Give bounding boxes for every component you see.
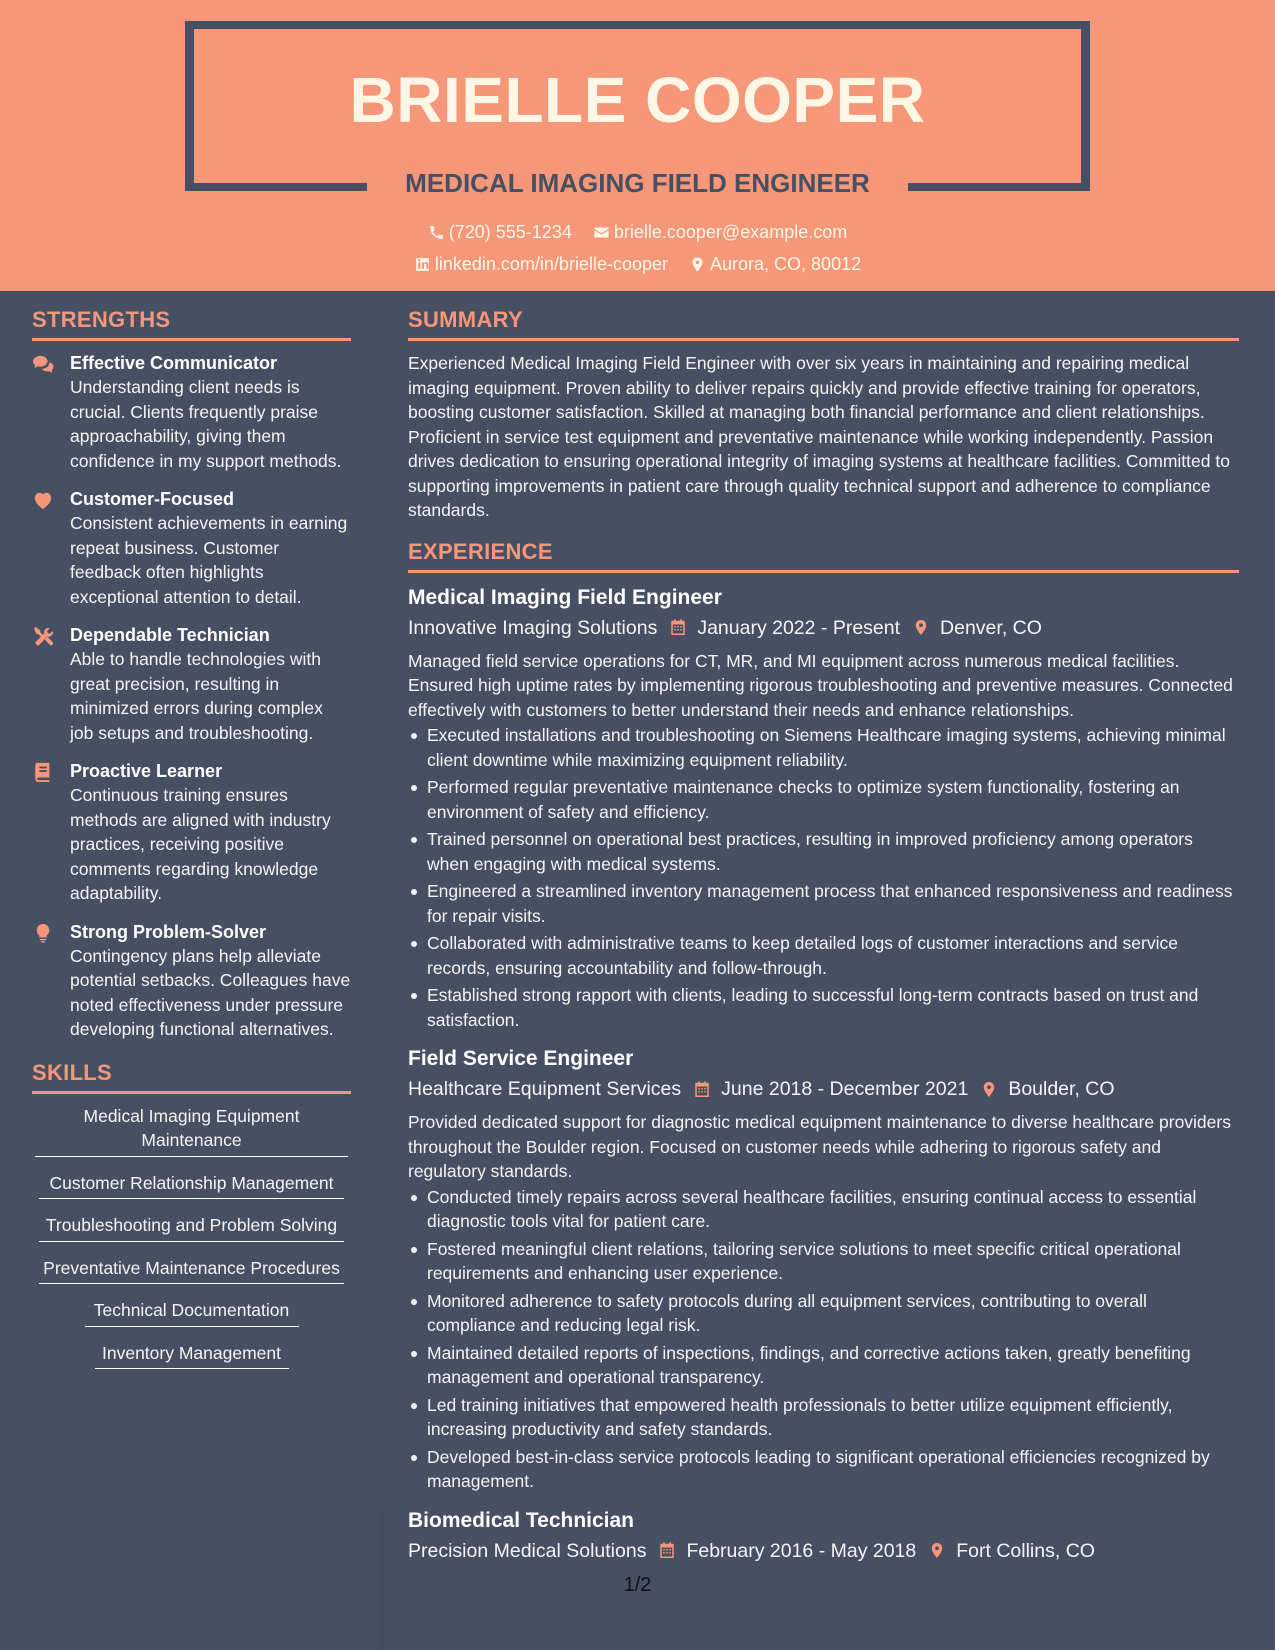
envelope-icon <box>593 224 610 241</box>
phone-text: (720) 555-1234 <box>448 222 572 242</box>
job-location: Fort Collins, CO <box>956 1539 1095 1562</box>
strength-item <box>32 623 351 745</box>
candidate-title: MEDICAL IMAGING FIELD ENGINEER <box>405 168 870 198</box>
job-entry <box>408 1506 1239 1566</box>
skills-heading: SKILLS <box>32 1056 351 1094</box>
contact-row-2 <box>0 252 1275 279</box>
skills-list <box>32 1104 351 1370</box>
map-marker-icon <box>689 256 706 273</box>
strength-item <box>32 351 351 473</box>
contact-linkedin[interactable] <box>414 252 668 276</box>
email-text: brielle.cooper@example.com <box>613 222 848 242</box>
job-bullet: Conducted timely repairs across several healthcare facilities, ensuring continual access to essential diagnostic tools vital for patient care. <box>408 1185 1239 1234</box>
job-description: Managed field service operations for CT, MR, and MI equipment across numerous medical facilities. Ensured high uptime rates by implementing rigorous troubleshooting and preventive measures. Connected effectively with customers to better understand their needs and enhance relationships. <box>408 650 1233 720</box>
job-company: Precision Medical Solutions <box>408 1539 647 1562</box>
linkedin-text: linkedin.com/in/brielle-cooper <box>434 254 668 274</box>
skill-item: Troubleshooting and Problem Solving <box>39 1213 344 1242</box>
strength-title: Strong Problem-Solver <box>70 921 267 942</box>
strength-item <box>32 759 351 906</box>
job-location: Denver, CO <box>940 616 1042 639</box>
comments-icon <box>32 354 54 374</box>
page-number: 1/2 <box>623 1574 652 1596</box>
job-dates: January 2022 - Present <box>697 616 901 639</box>
resume-header <box>0 0 1275 291</box>
skill-item: Inventory Management <box>95 1341 289 1370</box>
job-bullets <box>408 723 1239 1032</box>
book-icon <box>32 762 54 782</box>
job-entry <box>408 1044 1239 1494</box>
strength-title: Dependable Technician <box>70 625 270 645</box>
strength-desc: Consistent achievements in earning repeat business. Customer feedback often highlights exceptional attention to detail. <box>70 513 348 607</box>
job-role: Medical Imaging Field Engineer <box>408 585 722 609</box>
job-company: Innovative Imaging Solutions <box>408 616 658 639</box>
header-frame-top <box>185 21 1090 29</box>
job-description: Provided dedicated support for diagnostic medical equipment maintenance to diverse healthcare providers throughout the Boulder region. Focused on customer needs while adhering to rigorous safety and regulatory standards. <box>408 1112 1231 1181</box>
skill-item: Customer Relationship Management <box>39 1171 344 1200</box>
job-dates: June 2018 - December 2021 <box>721 1078 969 1100</box>
calendar-icon <box>658 1541 676 1560</box>
job-bullet: Trained personnel on operational best practices, resulting in improved proficiency among operators when engaging with medical systems. <box>408 827 1239 876</box>
job-meta <box>408 1074 1239 1104</box>
strength-desc: Understanding client needs is crucial. Clients frequently praise approachability, giving them confidence in my support methods. <box>70 377 342 471</box>
phone-icon <box>428 224 445 241</box>
strength-title: Customer-Focused <box>70 489 235 509</box>
job-meta <box>408 613 1239 643</box>
job-bullet: Performed regular preventative maintenance checks to optimize system functionality, fostering an environment of safety and efficiency. <box>408 775 1239 824</box>
job-bullet: Executed installations and troubleshooting on Siemens Healthcare imaging systems, achieving minimal client downtime while maximizing equipment reliability. <box>408 723 1239 772</box>
map-marker-icon <box>980 1080 998 1099</box>
strength-item <box>32 487 351 609</box>
calendar-icon <box>669 618 687 637</box>
job-bullet: Led training initiatives that empowered health professionals to better utilize equipment efficiently, increasing productivity and safety standards. <box>408 1393 1239 1442</box>
job-bullets <box>408 1185 1239 1494</box>
location-text: Aurora, CO, 80012 <box>710 254 862 274</box>
contact-phone[interactable] <box>428 220 572 244</box>
job-bullet: Collaborated with administrative teams to keep detailed logs of customer interactions and service records, ensuring accountability and follow-through. <box>408 931 1239 980</box>
map-marker-icon <box>928 1541 946 1560</box>
skill-item: Preventative Maintenance Procedures <box>39 1256 344 1285</box>
job-bullet: Maintained detailed reports of inspections, findings, and corrective actions taken, greatly benefiting management and operational transparency. <box>408 1341 1239 1390</box>
skill-item: Technical Documentation <box>85 1298 299 1327</box>
map-marker-icon <box>912 618 930 637</box>
strength-title: Effective Communicator <box>70 353 278 373</box>
summary-text: Experienced Medical Imaging Field Engineer with over six years in maintaining and repairing medical imaging equipment. Proven ability to deliver repairs quickly and provide effective training for operators, boosting customer satisfaction. Skilled at managing both financial performance and client relationships. Proficient in service test equipment and preventative maintenance while working independently. Passion drives dedication to ensuring operational integrity of imaging systems at healthcare facilities. Committed to supporting improvements in patient care through quality technical support and adherence to compliance standards. <box>408 353 1230 520</box>
skill-item: Medical Imaging Equipment Maintenance <box>35 1104 348 1157</box>
job-bullet: Fostered meaningful client relations, tailoring service solutions to meet specific critical operational requirements and enhancing user experience. <box>408 1237 1239 1286</box>
job-bullet: Monitored adherence to safety protocols during all equipment services, contributing to overall compliance and reducing legal risk. <box>408 1289 1239 1338</box>
strengths-heading: STRENGTHS <box>32 303 351 341</box>
job-location: Boulder, CO <box>1008 1078 1115 1100</box>
job-meta <box>408 1536 1239 1566</box>
contact-location <box>689 252 861 276</box>
job-role: Biomedical Technician <box>408 1508 635 1532</box>
job-company: Healthcare Equipment Services <box>408 1078 682 1100</box>
heart-icon <box>32 490 54 510</box>
job-role: Field Service Engineer <box>408 1047 634 1070</box>
experience-heading: EXPERIENCE <box>408 535 1239 573</box>
summary-heading: SUMMARY <box>408 303 1239 341</box>
job-bullet: Engineered a streamlined inventory management process that enhanced responsiveness and readiness for repair visits. <box>408 879 1239 928</box>
calendar-icon <box>693 1080 711 1099</box>
strength-desc: Able to handle technologies with great precision, resulting in minimized errors during complex job setups and troubleshooting. <box>70 649 323 743</box>
right-column <box>408 303 1239 1578</box>
strength-desc: Contingency plans help alleviate potential setbacks. Colleagues have noted effectiveness under pressure developing functional alternatives. <box>70 945 351 1039</box>
strength-item <box>32 920 351 1042</box>
strength-desc: Continuous training ensures methods are aligned with industry practices, receiving positive comments regarding knowledge adaptability. <box>70 785 331 903</box>
tools-icon <box>32 626 54 646</box>
job-dates: February 2016 - May 2018 <box>686 1539 917 1562</box>
lightbulb-icon <box>32 923 54 943</box>
contact-row-1 <box>0 220 1275 247</box>
job-entry <box>408 583 1239 1033</box>
job-bullet: Established strong rapport with clients, leading to successful long-term contracts based on trust and satisfaction. <box>408 983 1239 1032</box>
linkedin-icon <box>414 256 431 273</box>
job-bullet: Developed best-in-class service protocols leading to significant operational efficiencies recognized by management. <box>408 1445 1239 1494</box>
contact-email[interactable] <box>593 220 847 244</box>
strength-title: Proactive Learner <box>70 761 223 781</box>
candidate-name: BRIELLE COOPER <box>349 64 926 136</box>
left-column <box>32 303 351 1383</box>
